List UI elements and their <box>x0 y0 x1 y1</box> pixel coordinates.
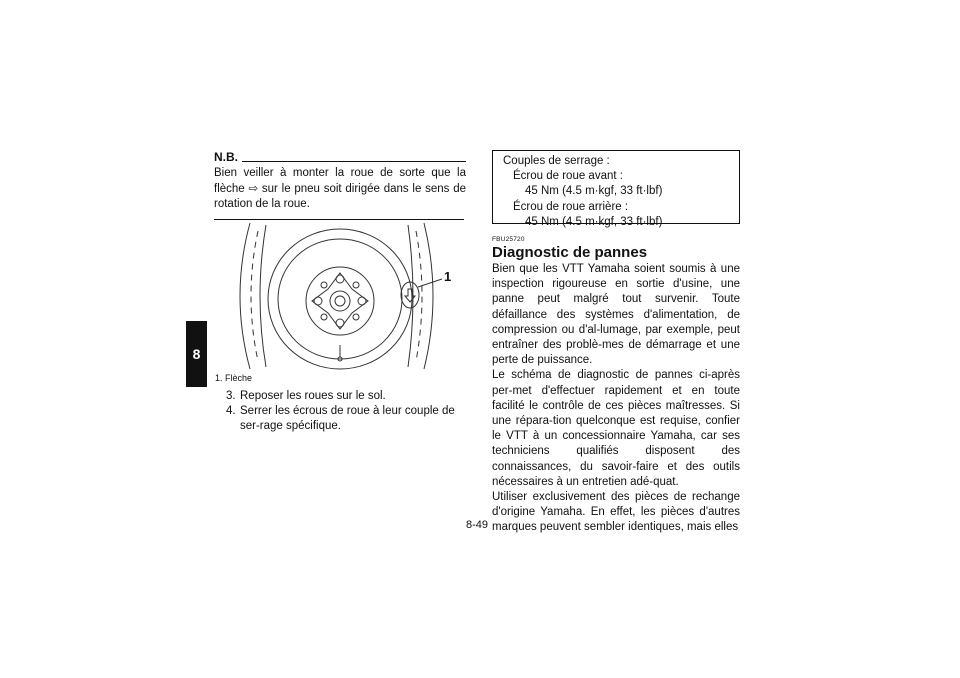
left-column <box>214 150 466 220</box>
note-body <box>214 166 466 213</box>
step-list <box>226 389 466 434</box>
step-item <box>226 404 466 434</box>
hub-star <box>312 273 368 329</box>
note-end-rule <box>214 219 464 220</box>
torque-spec-box <box>492 150 740 228</box>
section-title: Diagnostic de pannes <box>492 244 648 261</box>
arrow-icon: ⇨ <box>248 182 259 195</box>
callout-number: 1 <box>444 269 452 284</box>
rim-inner <box>278 239 402 359</box>
wheel-nut <box>336 275 344 283</box>
body-paragraph: Utiliser exclusivement des pièces de rechange d'origine Yamaha. En effet, les pièces d'autres marques peuvent sembler identiques, mais elles <box>492 491 740 534</box>
torque-front-value: 45 Nm (4.5 m·kgf, 33 ft·lbf) <box>525 185 663 198</box>
arrow-icon <box>405 289 415 302</box>
body-paragraph: Le schéma de diagnostic de pannes ci-après per-met d'effectuer rapidement et en toute facilité le contrôle de ces pièces maîtresses. Si une répara-tion quelconque est requise, confier le VTT à un concessionnaire Yamaha, car ses techniciens qualifiés disposent des connaissances, du savoir-faire et des outils nécessaires à un entretien adé-quat. <box>492 369 740 488</box>
hub-center <box>330 291 350 311</box>
note-header <box>214 150 466 164</box>
body-paragraph: Bien que les VTT Yamaha soient soumis à une inspection rigoureuse en sortie d'usine, une panne peut malgré tout survenir. Toute défaillance des systèmes d'alimentation, de compression ou d'al-lumage, par exemple, peut entraîner des problè-mes de démarrage et une perte de puissance. <box>492 263 740 367</box>
note-text-after: sur le pneu soit dirigée dans le sens de rotation de la roue. <box>214 182 466 210</box>
chapter-tab: 8 <box>186 321 207 387</box>
note-label: N.B. <box>214 150 238 164</box>
wheel-nut <box>358 297 366 305</box>
step-text: Serrer les écrous de roue à leur couple de ser-rage spécifique. <box>240 405 455 432</box>
hub-plate <box>306 267 374 335</box>
step-text: Reposer les roues sur le sol. <box>240 390 386 402</box>
wheel-illustration <box>228 221 458 371</box>
page-number: 8-49 <box>466 519 489 531</box>
torque-title: Couples de serrage : <box>503 155 610 167</box>
wheel-nut <box>336 319 344 327</box>
tire-outline-left <box>240 223 250 369</box>
torque-rear-value: 45 Nm (4.5 m·kgf, 33 ft·lbf) <box>525 215 663 228</box>
step-item <box>226 389 466 404</box>
wheel-nut <box>314 297 322 305</box>
figure-caption: 1. Flèche <box>215 373 253 383</box>
note-rule <box>242 161 466 162</box>
torque-rear-label: Écrou de roue arrière : <box>513 200 629 213</box>
arrow-oval <box>401 282 419 308</box>
torque-front-label: Écrou de roue avant : <box>513 170 623 183</box>
section-code: FBU25720 <box>492 236 525 243</box>
note-text-before: Bien veiller à monter la roue de sorte que la flèche <box>214 167 466 195</box>
tire-outline-right <box>424 223 433 369</box>
step-number: 4. <box>226 405 236 417</box>
right-column <box>492 150 740 536</box>
step-number: 3. <box>226 390 236 402</box>
